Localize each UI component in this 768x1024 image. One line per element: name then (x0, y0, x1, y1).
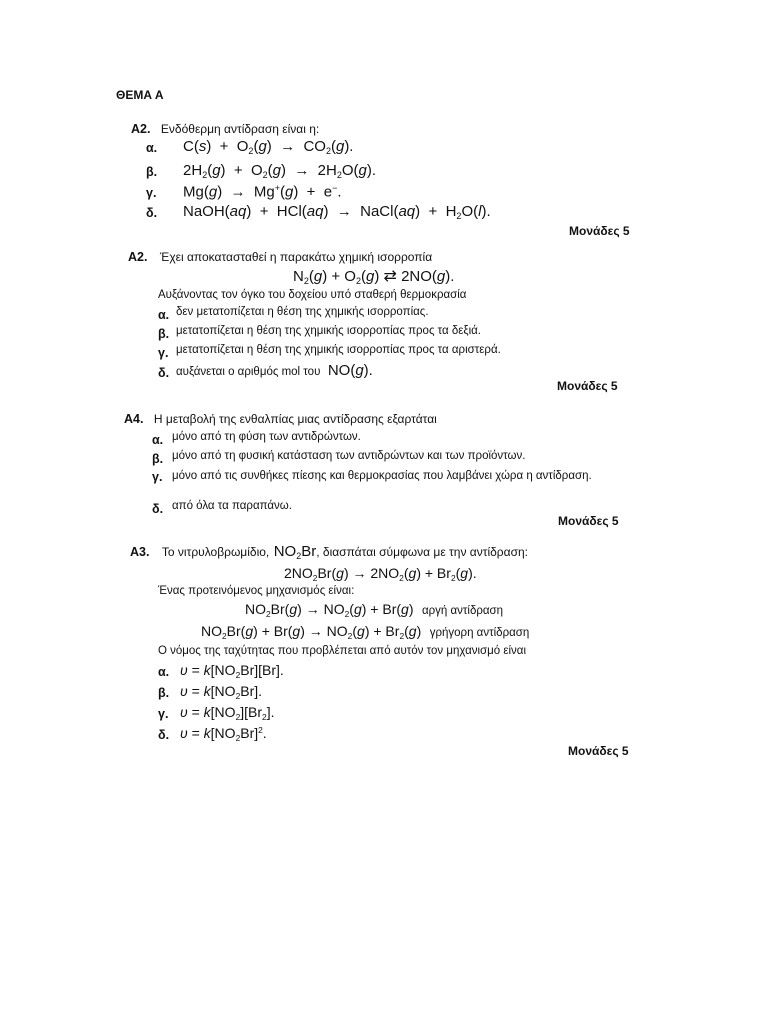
overall-reaction: $2NO_2Br(g) \to 2NO_2(g) + Br_2(g)$. (284, 565, 477, 583)
option-letter: β. (158, 686, 170, 700)
option-letter: δ. (152, 502, 164, 516)
question-prompt: Το νιτρυλοβρωμίδιο, (161, 545, 270, 559)
marks-label: Μονάδες 5 (558, 514, 619, 528)
option-equation: $C(s) + O_2(g) \to CO_2(g)$. (183, 138, 354, 157)
question-prompt: Ενδόθερμη αντίδραση είναι η: (160, 122, 320, 136)
question-number: Α3. (130, 545, 150, 559)
option-equation: $2H_2(g) + O_2(g) \to 2H_2O(g)$. (183, 162, 377, 181)
option-letter: α. (146, 141, 158, 155)
mechanism-step-slow (245, 601, 503, 619)
rate-law-prompt: Ο νόμος της ταχύτητας που προβλέπεται από αυτόν τον μηχανισμό είναι (158, 645, 526, 657)
option-letter: β. (158, 327, 170, 341)
option-equation: NaOH(aq) + HCl(aq) → NaCl(aq) + $H_2O(l)$. (183, 203, 491, 222)
option-d[interactable] (146, 203, 491, 222)
marks-label: Μονάδες 5 (569, 224, 630, 238)
option-text: μόνο από τη φύση των αντιδρώντων. (172, 431, 361, 443)
option-text: μόνο από τη φυσική κατάσταση των αντιδρώντων και των προϊόντων. (172, 450, 526, 462)
option-letter: δ. (146, 206, 158, 220)
equilibrium-equation: $N_2(g) + O_2(g)$ ⇄ 2NO(g). (293, 268, 455, 287)
option-formula: NO(g). (327, 362, 373, 379)
option-c[interactable] (158, 704, 275, 723)
option-text: από όλα τα παραπάνω. (172, 500, 292, 512)
option-letter: δ. (158, 728, 170, 742)
option-letter: γ. (152, 470, 163, 484)
question-context: Αυξάνοντας τον όγκο του δοχείου υπό σταθερή θερμοκρασία (158, 289, 467, 301)
option-text: αυξάνεται ο αριθμός mol του (176, 366, 321, 378)
question-4 (130, 543, 528, 561)
marks-label: Μονάδες 5 (568, 744, 629, 758)
option-b[interactable] (152, 450, 526, 468)
option-c[interactable] (152, 468, 624, 486)
option-letter: γ. (158, 346, 169, 360)
question-number: Α4. (124, 412, 144, 426)
option-text: μετατοπίζεται η θέση της χημικής ισορροπίας προς τα αριστερά. (176, 344, 501, 356)
question-prompt: Η μεταβολή της ενθαλπίας μιας αντίδρασης εξαρτάται (153, 412, 437, 426)
option-d[interactable] (152, 500, 292, 518)
option-equation: $\upsilon = k[NO_2Br]^2$. (180, 725, 267, 743)
option-text: μόνο από τις συνθήκες πίεσης και θερμοκρασίας που λαμβάνει χώρα η αντίδραση. (172, 470, 592, 482)
option-a[interactable] (152, 431, 361, 449)
option-b[interactable] (158, 325, 481, 343)
option-letter: γ. (158, 707, 169, 721)
mechanism-step-fast (201, 623, 529, 641)
option-c[interactable] (158, 344, 501, 362)
option-a[interactable] (158, 306, 429, 324)
option-text: δεν μετατοπίζεται η θέση της χημικής ισορροπίας. (176, 306, 429, 318)
question-1 (131, 120, 319, 138)
step-equation: $NO_2Br(g) \to NO_2(g) + Br(g)$ (245, 601, 414, 619)
marks-label: Μονάδες 5 (557, 379, 618, 393)
question-prompt: Έχει αποκατασταθεί η παρακάτω χημική ισορροπία (159, 250, 433, 264)
option-letter: δ. (158, 366, 170, 380)
step-equation: $NO_2Br(g) + Br(g) \to NO_2(g) + Br_2(g)$ (201, 623, 422, 641)
option-letter: α. (158, 665, 170, 679)
section-title: ΘΕΜΑ Α (116, 88, 164, 102)
option-letter: α. (152, 433, 164, 447)
option-equation: Mg(g) → Mg+(g) + e−. (183, 183, 342, 201)
option-equation: $\upsilon = k[NO_2Br]$. (180, 683, 263, 701)
option-body (176, 362, 373, 380)
option-equation: $\upsilon = k[NO_2][Br_2]$. (180, 704, 275, 722)
option-b[interactable] (146, 162, 377, 181)
step-label: αργή αντίδραση (421, 605, 504, 617)
mechanism-intro: Ένας προτεινόμενος μηχανισμός είναι: (158, 585, 355, 597)
question-2 (128, 248, 432, 266)
compound-formula: $NO_2Br$ (273, 543, 317, 562)
question-number: Α2. (128, 250, 148, 264)
option-text: μετατοπίζεται η θέση της χημικής ισορροπίας προς τα δεξιά. (176, 325, 481, 337)
option-d[interactable] (158, 362, 373, 382)
option-letter: β. (152, 452, 164, 466)
option-letter: β. (146, 165, 158, 179)
option-d[interactable] (158, 725, 267, 744)
step-label: γρήγορη αντίδραση (429, 627, 530, 639)
option-c[interactable] (146, 183, 342, 202)
option-equation: $\upsilon = k[NO_2Br][Br]$. (180, 662, 284, 680)
option-letter: γ. (146, 186, 157, 200)
option-letter: α. (158, 308, 170, 322)
option-b[interactable] (158, 683, 263, 702)
question-number: Α2. (131, 122, 151, 136)
option-a[interactable] (158, 662, 284, 681)
question-3 (124, 410, 437, 428)
question-prompt-end: , διασπάται σύμφωνα με την αντίδραση: (316, 545, 528, 559)
option-a[interactable] (146, 138, 354, 157)
